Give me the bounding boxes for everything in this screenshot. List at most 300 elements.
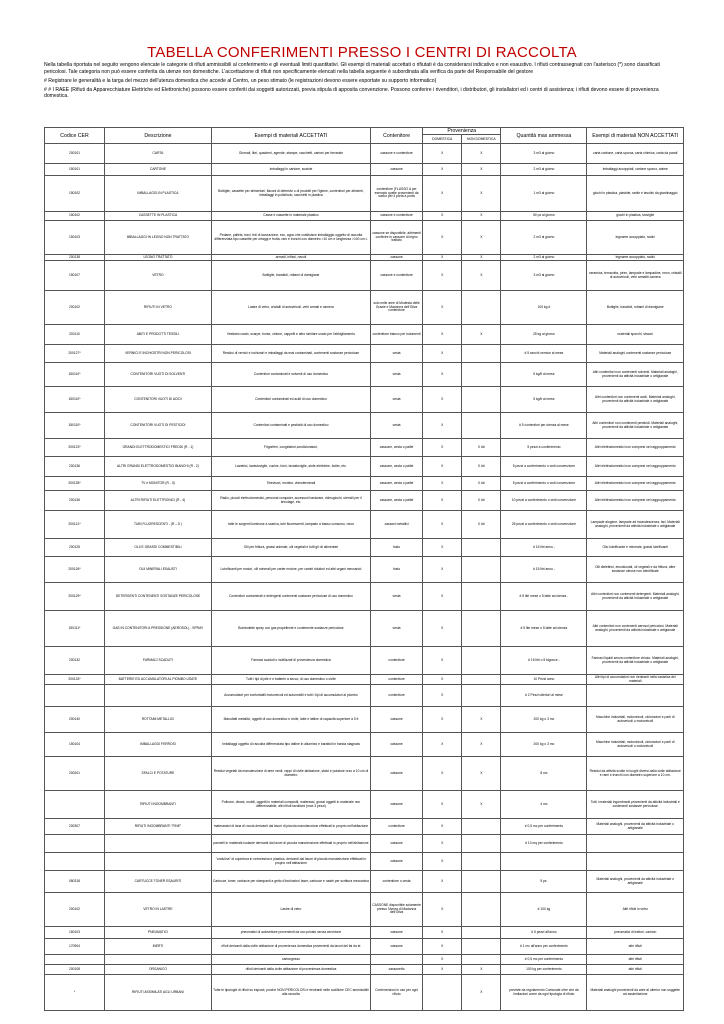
examples-not-accepted-cell: altri rifiuti — [587, 939, 684, 955]
examples-accepted-cell: "ondulina" di copertura in vetroresina e plastica, derivanti dai lavori di piccola manutenzione effettuati in proprio nell'abitazione — [211, 853, 370, 871]
examples-not-accepted-cell: giochi in plastica, stoviglie — [587, 212, 684, 221]
description-cell: IMBALLAGGI FERROSI — [104, 733, 211, 757]
examples-not-accepted-cell: Materiali analoghi, provenienti da attività industriale o artigianale — [587, 819, 684, 835]
domestic-cell: X — [423, 707, 462, 733]
header-container: Contenitore — [371, 128, 423, 144]
examples-not-accepted-cell: materiali sporchi, stracci — [587, 325, 684, 345]
max-quantity-cell: # 0,5 mc per conferimento — [501, 955, 587, 965]
cer-cell: 150102 — [45, 176, 105, 212]
table-row — [45, 363, 684, 387]
description-cell: CONTENITORI VUOTI DI SOLVENTI — [104, 363, 211, 387]
table-row — [45, 927, 684, 939]
description-cell: IMBALLAGGI IN LEGNO NON TRATTATO — [104, 221, 211, 255]
max-quantity-cell: # 5 pezzi all'anno — [501, 927, 587, 939]
cer-cell: 150110* — [45, 387, 105, 413]
cer-cell: 150111* — [45, 611, 105, 647]
examples-accepted-cell: Contenitori contaminati e solventi di uso domestico — [211, 363, 370, 387]
max-quantity-cell: # 100 kg — [501, 893, 587, 927]
cer-cell — [45, 955, 105, 965]
non-domestic-cell: X — [462, 176, 501, 212]
examples-accepted-cell: Bottiglie, cassette per alimentari, flaconi di detersivi o di prodotti per l'igiene, contenitori per alimenti, imballaggi in polistirolo, sacchetti in plastica — [211, 176, 370, 212]
examples-accepted-cell: Frigoriferi, congelatori,condizionatori, — [211, 439, 370, 457]
max-quantity-cell: 5 pz. — [501, 871, 587, 893]
cer-cell: 200201 — [45, 757, 105, 791]
max-quantity-cell — [501, 853, 587, 871]
table-row — [45, 413, 684, 439]
examples-accepted-cell: pneumatici di autovetture provenienti da uso privato senza cerchione — [211, 927, 370, 939]
examples-not-accepted-cell: Altri contenitori non contenenti solventi. Materiali analoghi, provenienti da attività industriale o artigianale — [587, 363, 684, 387]
domestic-cell: X — [423, 939, 462, 955]
examples-accepted-cell: Farmaci scaduti o inutilizzati di provenienza domestica — [211, 647, 370, 675]
examples-accepted-cell: armadi, infissi, navoli — [211, 255, 370, 261]
description-cell: LEGNO TRATTATO — [104, 255, 211, 261]
max-quantity-cell: 8 mc — [501, 757, 587, 791]
description-cell: ROTTAMI METALLICI — [104, 707, 211, 733]
table-row — [45, 144, 684, 164]
container-cell: cassone se disponibile, altrimenti conferire in cassone di legno trattato — [371, 221, 423, 255]
non-domestic-cell — [462, 685, 501, 707]
cer-cell: 200102 — [45, 291, 105, 325]
examples-not-accepted-cell — [587, 853, 684, 871]
max-quantity-cell: # 2 Pezzi ulteriori al mese — [501, 685, 587, 707]
examples-not-accepted-cell: Materiali analoghi, provenienti da attività industriale o artigianale — [587, 871, 684, 893]
container-cell: cassone e contenitore — [371, 212, 423, 221]
examples-accepted-cell: Pedane, pallets, travi, frdi di lavorazione, ecc, agno che costituisce imballaggio oggetto di raccolta differenziata tipo cassette per ortaggi e frutta, ram e tronchi con diametro >10 cm e lunghezza >100 cm L — [211, 221, 370, 255]
cer-cell: 080318 — [45, 871, 105, 893]
table-row — [45, 685, 684, 707]
intro-text — [44, 62, 684, 102]
examples-accepted-cell: Cartucce, toner, cartucce per stampanti a getto d'inchiostro/ laser, cartucce e nastri per scrittura meccanica — [211, 871, 370, 893]
domestic-cell: X — [423, 733, 462, 757]
header-description: Descrizione — [104, 128, 211, 144]
container-cell: contenitore bianco per indumenti — [371, 325, 423, 345]
container-cell: CASSONE disponibile solamente presso l'Aerea di Madonna dell'Oliva — [371, 893, 423, 927]
cer-cell: 200129* — [45, 583, 105, 611]
cer-cell: 170904 — [45, 939, 105, 955]
max-quantity-cell: # 5 litri mese o 5 latte ad utenza - — [501, 583, 587, 611]
max-quantity-cell: # 5 litri mese o 5 latte ad utenza — [501, 611, 587, 647]
description-cell: CONTENITORI VUOTI DI PESTICIDI — [104, 413, 211, 439]
header-provenance: Provenienza — [423, 128, 501, 135]
max-quantity-cell: 2 m3 al giorno — [501, 221, 587, 255]
domestic-cell: X — [423, 791, 462, 819]
examples-not-accepted-cell: Lampade alogene, lampade ad incandescenza, fari. Materiali analoghi, provenienti da attività industriale o artigianale — [587, 511, 684, 539]
table-row — [45, 835, 684, 853]
container-cell: cesta — [371, 583, 423, 611]
cer-cell: * — [45, 975, 105, 1011]
cer-cell: 150110* — [45, 363, 105, 387]
domestic-cell: X — [423, 144, 462, 164]
examples-accepted-cell: Lastre di vetro, cristalli di autoveicoli, vetri armati e camera — [211, 291, 370, 325]
examples-not-accepted-cell — [587, 685, 684, 707]
description-cell — [104, 955, 211, 965]
description-cell: ALTRI GRANDI ELETTRODOMESTICI BIANCHI (R - 2) — [104, 457, 211, 477]
table-row — [45, 539, 684, 557]
page-title: TABELLA CONFERIMENTI PRESSO I CENTRI DI RACCOLTA — [147, 44, 577, 61]
cer-cell: 200138 — [45, 255, 105, 261]
non-domestic-cell — [462, 819, 501, 835]
table-row — [45, 583, 684, 611]
examples-accepted-cell: Imballaggi in cartone, scatole — [211, 164, 370, 176]
non-domestic-cell: X — [462, 965, 501, 975]
non-domestic-cell — [462, 387, 501, 413]
examples-not-accepted-cell: legname accoppiato, radici — [587, 221, 684, 255]
domestic-cell: X — [423, 675, 462, 685]
table-row — [45, 853, 684, 871]
container-cell: cassone — [371, 757, 423, 791]
table-row — [45, 261, 684, 291]
domestic-cell: X — [423, 164, 462, 176]
domestic-cell: X — [423, 176, 462, 212]
description-cell: PNEUMATICI — [104, 927, 211, 939]
non-domestic-cell — [462, 927, 501, 939]
examples-accepted-cell: Contenitori contaminati e detergenti contenenti sostanze pericolose di uso domestico — [211, 583, 370, 611]
max-quantity-cell: 2 m3 al giorno — [501, 255, 587, 261]
domestic-cell: X — [423, 511, 462, 539]
examples-not-accepted-cell: Olio lubrificante e minerale, grassi lubrificanti — [587, 539, 684, 557]
cer-cell: 150110* — [45, 413, 105, 439]
domestic-cell — [423, 975, 462, 1011]
max-quantity-cell: 10 pezzi a conferimento o vedi convenzione — [501, 491, 587, 511]
domestic-cell: X — [423, 457, 462, 477]
container-cell: contenitore — [371, 647, 423, 675]
examples-not-accepted-cell: pneumatici di trattori, camion — [587, 927, 684, 939]
description-cell: BATTERIE ED ACCUMULATORI AL PIOMBO USATE — [104, 675, 211, 685]
description-cell: CARTUCCE TONER ESAURITI — [104, 871, 211, 893]
max-quantity-cell: 25 pezzi a conferimento o vedi convenzione — [501, 511, 587, 539]
max-quantity-cell: # 10 mq per conferimento — [501, 835, 587, 853]
container-cell: cassone — [371, 939, 423, 955]
domestic-cell: X — [423, 255, 462, 261]
description-cell: GAS IN CONTENITORI A PRESSIONE (AEROSOL) - SPRAY — [104, 611, 211, 647]
domestic-cell: X — [423, 583, 462, 611]
examples-accepted-cell: Casse e cassette in materiale plastico — [211, 212, 370, 221]
table-row — [45, 939, 684, 955]
container-cell: cassone — [371, 853, 423, 871]
cer-cell: 200135* — [45, 477, 105, 491]
examples-not-accepted-cell — [587, 835, 684, 853]
examples-accepted-cell: Vestiario usato, scarpe, borse, cinture, cappelli e altro similare usato per l'abbigliamento — [211, 325, 370, 345]
max-quantity-cell: 10 Pezzi anno — [501, 675, 587, 685]
cer-cell — [45, 853, 105, 871]
description-cell: VERNICI E INCHIOSTRI NON PERICOLOSI — [104, 345, 211, 363]
non-domestic-cell — [462, 893, 501, 927]
examples-accepted-cell: Lastre di vetro — [211, 893, 370, 927]
examples-accepted-cell: pannelli in materiale isolante derivanti dai lavori di piccola manutenzione effettuati in proprio nell'abitazione — [211, 835, 370, 853]
examples-not-accepted-cell: Altri contenitori non contenenti detergenti. Materiali analoghi, provenienti da attività industriale o artigianale — [587, 583, 684, 611]
domestic-cell: X — [423, 345, 462, 363]
examples-accepted-cell: rifiuti derivanti dalla civile abitazione di provenienza domestica provenienti da lavori del fai da te — [211, 939, 370, 955]
table-row — [45, 457, 684, 477]
domestic-cell: X — [423, 927, 462, 939]
description-cell: TV e MONITOR (R - 3) — [104, 477, 211, 491]
non-domestic-cell: X — [462, 975, 501, 1011]
description-cell: RIFIUTI ASSIMILATI AGLI URBANI — [104, 975, 211, 1011]
description-cell — [104, 685, 211, 707]
max-quantity-cell: # 15 litri anno - — [501, 539, 587, 557]
table-row — [45, 291, 684, 325]
cer-cell — [45, 685, 105, 707]
examples-not-accepted-cell: Imballaggi accoppiati, cartone sporco, anime — [587, 164, 684, 176]
table-row — [45, 791, 684, 819]
container-cell: fusto — [371, 557, 423, 583]
description-cell: INERTI — [104, 939, 211, 955]
examples-accepted-cell: Tutte le tipologie di rifiuti su esposti, purché NON PERICOLOSI e rientranti nelle codifiche CEC ammissibili alla raccolta — [211, 975, 370, 1011]
domestic-cell: X — [423, 557, 462, 583]
cer-cell: 200102 — [45, 893, 105, 927]
examples-not-accepted-cell: Altri rifiuti in vetro — [587, 893, 684, 927]
examples-accepted-cell: cartongesso — [211, 955, 370, 965]
non-domestic-cell: X ## — [462, 511, 501, 539]
cer-cell: 200123* — [45, 439, 105, 457]
non-domestic-cell: X ## — [462, 439, 501, 457]
examples-not-accepted-cell: Altri contenitori non contenenti acidi. Materiali analoghi, provenienti da attività industriale o artigianale — [587, 387, 684, 413]
examples-not-accepted-cell: Tutti i materiali ingombranti provenienti da attività industriali e contenenti sostanze pericolose — [587, 791, 684, 819]
examples-not-accepted-cell: Residui da attività svolte in luoghi diversi dalla civile abitazione e rami e tronchi con diametro superiore a 10 cm. — [587, 757, 684, 791]
domestic-cell: X — [423, 212, 462, 221]
examples-accepted-cell: tutte le sorgenti luminose a scarica, tubi fluorescenti, lampade a basso consumo, neon — [211, 511, 370, 539]
non-domestic-cell: X — [462, 221, 501, 255]
domestic-cell: X — [423, 871, 462, 893]
max-quantity-cell: 100 kg # — [501, 291, 587, 325]
table-row — [45, 345, 684, 363]
examples-not-accepted-cell: Materiali analoghi contenenti sostanze pericolose — [587, 345, 684, 363]
table-row — [45, 675, 684, 685]
non-domestic-cell — [462, 413, 501, 439]
table-row — [45, 819, 684, 835]
description-cell: RIFIUTI IN VETRO — [104, 291, 211, 325]
domestic-cell: X — [423, 853, 462, 871]
container-cell: contenitore — [371, 819, 423, 835]
examples-not-accepted-cell: giochi in plastica, piastide, sedie e tavolini da giardinaggio — [587, 176, 684, 212]
description-cell: OLII E GRASSI COMMESTIBILI — [104, 539, 211, 557]
max-quantity-cell: 100 kg per conferimento — [501, 965, 587, 975]
description-cell: SFALCI E POTATURE — [104, 757, 211, 791]
conferimenti-table — [44, 127, 684, 1011]
non-domestic-cell: X — [462, 733, 501, 757]
examples-accepted-cell: Olii per friltura, grassi animale, olii vegetali e tutti gli oli alimentari — [211, 539, 370, 557]
non-domestic-cell — [462, 611, 501, 647]
domestic-cell: X — [423, 835, 462, 853]
container-cell: cassone — [371, 835, 423, 853]
container-cell: cesta — [371, 363, 423, 387]
description-cell: IMBALLAGGI IN PLASTICA — [104, 176, 211, 212]
domestic-cell: X — [423, 291, 462, 325]
description-cell: ABITI E PRODOTTI TESSILI — [104, 325, 211, 345]
description-cell — [104, 835, 211, 853]
domestic-cell: X — [423, 647, 462, 675]
max-quantity-cell: 5 pezzi a conferimento — [501, 439, 587, 457]
domestic-cell: X — [423, 955, 462, 965]
domestic-cell: X — [423, 387, 462, 413]
examples-accepted-cell: Tutti i tipi di pile e e batterie a secco, di uso domestico o civile — [211, 675, 370, 685]
cer-cell: 150102 — [45, 212, 105, 221]
examples-accepted-cell: Residui vegetali da manutenzione di aree verdi: ceppi di civile abitazione, sfalci e potature orso a 10 cm di diametro — [211, 757, 370, 791]
domestic-cell: X — [423, 819, 462, 835]
container-cell: cassone e contenitore — [371, 261, 423, 291]
domestic-cell: X — [423, 221, 462, 255]
cer-cell: 200108 — [45, 965, 105, 975]
table-row — [45, 491, 684, 511]
max-quantity-cell: 5 kg/lt al mese — [501, 387, 587, 413]
table-row — [45, 221, 684, 255]
container-cell: solo nelle aree di Modesta delle Grazie e Madonna dell'Oliva contenitore — [371, 291, 423, 325]
container-cell: cassone, cesta o pallet — [371, 439, 423, 457]
domestic-cell: X — [423, 413, 462, 439]
non-domestic-cell — [462, 583, 501, 611]
non-domestic-cell — [462, 871, 501, 893]
container-cell: cassone — [371, 733, 423, 757]
container-cell: cassone — [371, 255, 423, 261]
non-domestic-cell: X — [462, 707, 501, 733]
non-domestic-cell — [462, 363, 501, 387]
non-domestic-cell: X — [462, 212, 501, 221]
description-cell: RIFIUTI INGOMBRANTI "FINE" — [104, 819, 211, 835]
non-domestic-cell: X — [462, 164, 501, 176]
max-quantity-cell: # 15 litri o 5 bigonce - — [501, 647, 587, 675]
table-row — [45, 707, 684, 733]
non-domestic-cell — [462, 291, 501, 325]
table-row — [45, 647, 684, 675]
description-cell: FARMACI SCADUTI — [104, 647, 211, 675]
non-domestic-cell: X ## — [462, 457, 501, 477]
max-quantity-cell: # 1 mc all'anno per conferimento — [501, 939, 587, 955]
table-row — [45, 955, 684, 965]
non-domestic-cell: X — [462, 144, 501, 164]
examples-accepted-cell: materassini di lana di roccia derivanti dai lavori di piccola manutenzione effettuati in proprio nell'abitazione — [211, 819, 370, 835]
container-cell: cassone — [371, 927, 423, 939]
header-examples-not-accepted: Esempi di materiali NON ACCETTATI — [587, 128, 684, 144]
cer-cell: 200307 — [45, 819, 105, 835]
examples-not-accepted-cell: Altri tipi di accumulatori non rientranti nella casistica dei materiali — [587, 675, 684, 685]
header-cer: Codice CER — [45, 128, 105, 144]
examples-accepted-cell: Manufatti metallici, oggetti di uso domestico e civile, latte e lattine di capacità superiore a 5 lt — [211, 707, 370, 733]
max-quantity-cell: 3 m3 al giorno — [501, 261, 587, 291]
table-row — [45, 212, 684, 221]
table-row — [45, 511, 684, 539]
cer-cell: 150107 — [45, 261, 105, 291]
non-domestic-cell — [462, 939, 501, 955]
examples-not-accepted-cell: altri rifiuti — [587, 955, 684, 965]
max-quantity-cell: previste da regolamento Comunale oltre che da limitazioni come da ogni tipologia di rifiuto — [501, 975, 587, 1011]
cer-cell: 200136 — [45, 457, 105, 477]
max-quantity-cell: 4 mc — [501, 791, 587, 819]
cer-cell: 200101 — [45, 144, 105, 164]
examples-accepted-cell: Lavatrici, lavastoviglie, cucine, forni, lavastoviglie, stufe elettriche, boiler, etc. — [211, 457, 370, 477]
container-cell: cassone — [371, 164, 423, 176]
container-cell: cassone — [371, 707, 423, 733]
description-cell: GRANDI ELETTRODOMESTICI FREDDI (R - 1) — [104, 439, 211, 457]
examples-accepted-cell: rifiuti derivanti dalla civile abitazione di provenienza domestica — [211, 965, 370, 975]
cer-cell: 150104 — [45, 733, 105, 757]
table-row — [45, 164, 684, 176]
examples-accepted-cell: Accumulatori per confortabili motoveicoli ed automobili e tutti i tipi di accumulatori al piombo — [211, 685, 370, 707]
examples-not-accepted-cell: Altri contenitori non contenenti aerosol pericolosi. Materiali analoghi, provenienti da attività industriale o artigianale — [587, 611, 684, 647]
non-domestic-cell — [462, 345, 501, 363]
table-row — [45, 387, 684, 413]
max-quantity-cell: # 0,5 mc per conferimento — [501, 819, 587, 835]
non-domestic-cell — [462, 955, 501, 965]
container-cell: cesta — [371, 611, 423, 647]
cer-cell: 150101 — [45, 164, 105, 176]
max-quantity-cell: 3 m3 al giorno — [501, 144, 587, 164]
max-quantity-cell: 2 m3 al giorno — [501, 164, 587, 176]
cer-cell: 150103 — [45, 221, 105, 255]
description-cell: RIFIUTI INGOMBRANTI — [104, 791, 211, 819]
description-cell: ALTRI RIFIUTI ELETTRONICI (R - 4) — [104, 491, 211, 511]
container-cell: cassoni metallici — [371, 511, 423, 539]
table-row — [45, 975, 684, 1011]
container-cell: cesta — [371, 413, 423, 439]
table-row — [45, 176, 684, 212]
examples-not-accepted-cell: Macchine industriali, motoveicoli, ciclomotori e parti di autoveicoli o motoveicoli — [587, 733, 684, 757]
container-cell: cassone, cesta o pallet — [371, 491, 423, 511]
non-domestic-cell: X — [462, 261, 501, 291]
container-cell: contenitore o cesta — [371, 871, 423, 893]
table-row — [45, 611, 684, 647]
cer-cell: 160103 — [45, 927, 105, 939]
description-cell: CARTA — [104, 144, 211, 164]
container-cell: cassone — [371, 791, 423, 819]
cer-cell: 200110 — [45, 325, 105, 345]
table-row — [45, 325, 684, 345]
max-quantity-cell: # 5 secchi vernice al mese — [501, 345, 587, 363]
max-quantity-cell: 200 kg o 3 mc — [501, 733, 587, 757]
description-cell: CONTENITORI VUOTI DI ACIDI — [104, 387, 211, 413]
examples-not-accepted-cell: Bottiglie, barattoli, rottami di damigiane — [587, 291, 684, 325]
container-cell: cassone e contenitore — [371, 144, 423, 164]
non-domestic-cell: X ## — [462, 477, 501, 491]
examples-accepted-cell: Residui di vernici e inchiostri e imballaggi da essi contaminati, contenenti sostanze pericolose — [211, 345, 370, 363]
description-cell: TUBI FLUORESCENTI - (R – 5 ) — [104, 511, 211, 539]
domestic-cell: X — [423, 491, 462, 511]
intro-note-registration: # Registrare le generalità e la targa del mezzo dell'utenza domestica che accede al Centro, un peso stimato (le registrazioni devono essere esportate su supporto informatico) — [44, 77, 437, 84]
domestic-cell: X — [423, 893, 462, 927]
domestic-cell: X — [423, 261, 462, 291]
max-quantity-cell: 1 m3 al giorno — [501, 176, 587, 212]
examples-not-accepted-cell: carta carbone, carta sporca, carta chimica, carta da parati — [587, 144, 684, 164]
domestic-cell: X — [423, 539, 462, 557]
max-quantity-cell: 5 pezzi a conferimento o vedi convenzione — [501, 457, 587, 477]
non-domestic-cell: X — [462, 255, 501, 261]
examples-accepted-cell: Radio, piccoli elettrodomestici, personal computer, accessori hardware, videogiochi, utensili per il bricolage, etc. — [211, 491, 370, 511]
examples-not-accepted-cell: Olii dielettrici, emulsionati, oli vegetali e da friltura, altre sostanze oleose non identificate — [587, 557, 684, 583]
examples-accepted-cell: Giornali, libri, quaderni, agende, stampe, cacchetti, cartoni per bevande — [211, 144, 370, 164]
cer-cell: 200140 — [45, 707, 105, 733]
non-domestic-cell — [462, 557, 501, 583]
header-non-domestic: NON DOMESTICA — [462, 135, 501, 144]
non-domestic-cell — [462, 853, 501, 871]
examples-not-accepted-cell: altri rifiuti — [587, 965, 684, 975]
table-row — [45, 477, 684, 491]
domestic-cell: X — [423, 611, 462, 647]
examples-accepted-cell: Imballaggi oggetto di raccolta differenziata tipo lattine in alluminio e barattoli in banda stagnata — [211, 733, 370, 757]
description-cell — [104, 853, 211, 871]
examples-accepted-cell: Poltrone, divani, mobili, oggetti in materiali compositi, materassi, grossi oggetti in materiale non differenziabile, altri rifiuti tavolismi (max 3 pezzi) — [211, 791, 370, 819]
container-cell: fusto — [371, 539, 423, 557]
non-domestic-cell: X — [462, 325, 501, 345]
cer-cell: 200133* — [45, 675, 105, 685]
non-domestic-cell — [462, 675, 501, 685]
examples-accepted-cell: Lubrificanti per motori, olii minerali per carter motore, per cambi riduttori ed altri organi meccanici — [211, 557, 370, 583]
container-cell: contenitore — [371, 675, 423, 685]
header-examples-accepted: Esempi di materiali ACCETTATI — [211, 128, 370, 144]
non-domestic-cell: X — [462, 791, 501, 819]
description-cell: CARTONE — [104, 164, 211, 176]
container-cell: cassone, cesta o pallet — [371, 477, 423, 491]
examples-accepted-cell: Televisori, monitor, videoterminali — [211, 477, 370, 491]
domestic-cell: X — [423, 965, 462, 975]
